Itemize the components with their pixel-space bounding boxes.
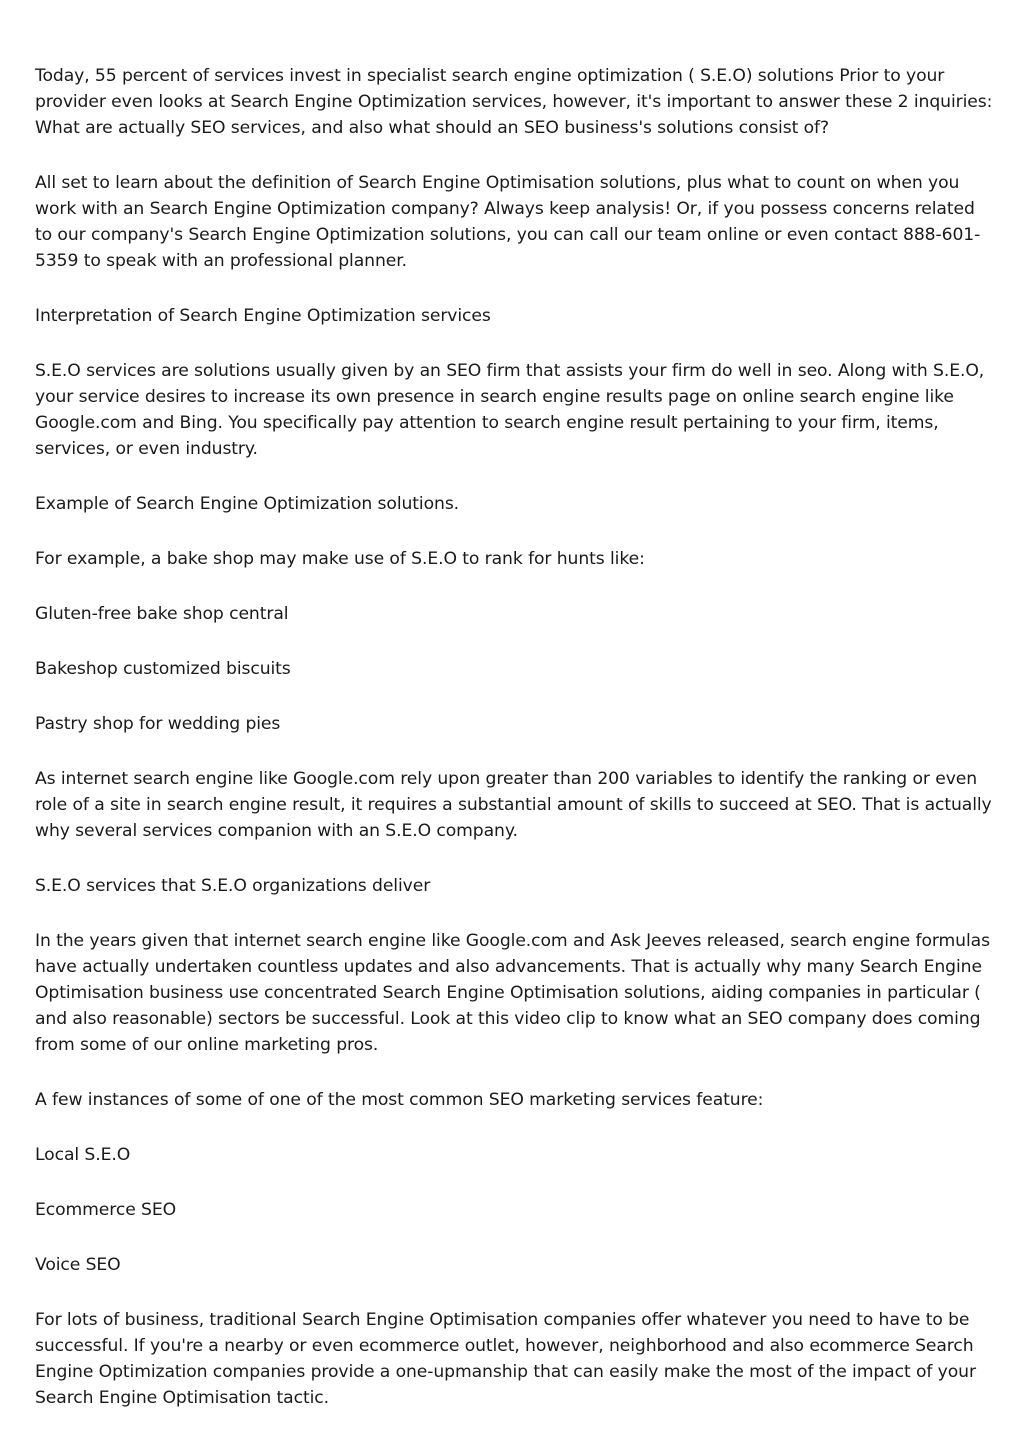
section-heading-services-delivered: S.E.O services that S.E.O organizations deliver — [35, 876, 431, 896]
service-item-voice-seo: Voice SEO — [35, 1255, 121, 1275]
section-heading-interpretation: Interpretation of Search Engine Optimization services — [35, 306, 491, 326]
intro-paragraph: Today, 55 percent of services invest in specialist search engine optimization ( S.E.O) solutions Prior to your provider even looks at Search Engine Optimization services, however, it's important to answer these 2 inquiries: What are actually SEO services, and also what should an SEO business's solutions consist of? — [35, 66, 993, 138]
learn-more-paragraph: All set to learn about the definition of Search Engine Optimisation solutions, plus what to count on when you work with an Search Engine Optimization company? Always keep analysis! Or, if you possess concerns related to our company's Search Engine Optimization solutions, you can call our team online or even contact 888-601-5359 to speak with an professional planner. — [35, 173, 981, 271]
document-page — [35, 63, 995, 1440]
section-heading-example: Example of Search Engine Optimization solutions. — [35, 494, 460, 514]
example-item-gluten-free: Gluten-free bake shop central — [35, 604, 289, 624]
seo-services-definition-paragraph: S.E.O services are solutions usually given by an SEO firm that assists your firm do well in seo. Along with S.E.O, your service desires to increase its own presence in search engine results page on online search engine like Google.com and Bing. You specifically pay attention to search engine result pertaining to your firm, items, services, or even industry. — [35, 361, 985, 459]
common-services-intro: A few instances of some of one of the most common SEO marketing services feature: — [35, 1090, 764, 1110]
service-item-ecommerce-seo: Ecommerce SEO — [35, 1200, 177, 1220]
example-item-biscuits: Bakeshop customized biscuits — [35, 659, 291, 679]
ranking-factors-paragraph: As internet search engine like Google.com rely upon greater than 200 variables to identify the ranking or even role of a site in search engine result, it requires a substantial amount of skills to succeed at SEO. That is actually why several services companion with an S.E.O company. — [35, 769, 992, 841]
algorithm-updates-paragraph: In the years given that internet search engine like Google.com and Ask Jeeves released, search engine formulas have actually undertaken countless updates and also advancements. That is actually why many Search Engine Optimisation business use concentrated Search Engine Optimisation solutions, aiding companies in particular ( and also reasonable) sectors be successful. Look at this video clip to know what an SEO company does coming from some of our online marketing pros. — [35, 931, 990, 1055]
service-item-local-seo: Local S.E.O — [35, 1145, 131, 1165]
closing-paragraph: For lots of business, traditional Search Engine Optimisation companies offer whatever you need to have to be successful. If you're a nearby or even ecommerce outlet, however, neighborhood and also ecommerce Search Engine Optimization companies provide a one-upmanship that can easily make the most of the impact of your Search Engine Optimisation tactic. — [35, 1310, 976, 1408]
example-item-wedding-pies: Pastry shop for wedding pies — [35, 714, 281, 734]
example-intro-paragraph: For example, a bake shop may make use of S.E.O to rank for hunts like: — [35, 549, 645, 569]
